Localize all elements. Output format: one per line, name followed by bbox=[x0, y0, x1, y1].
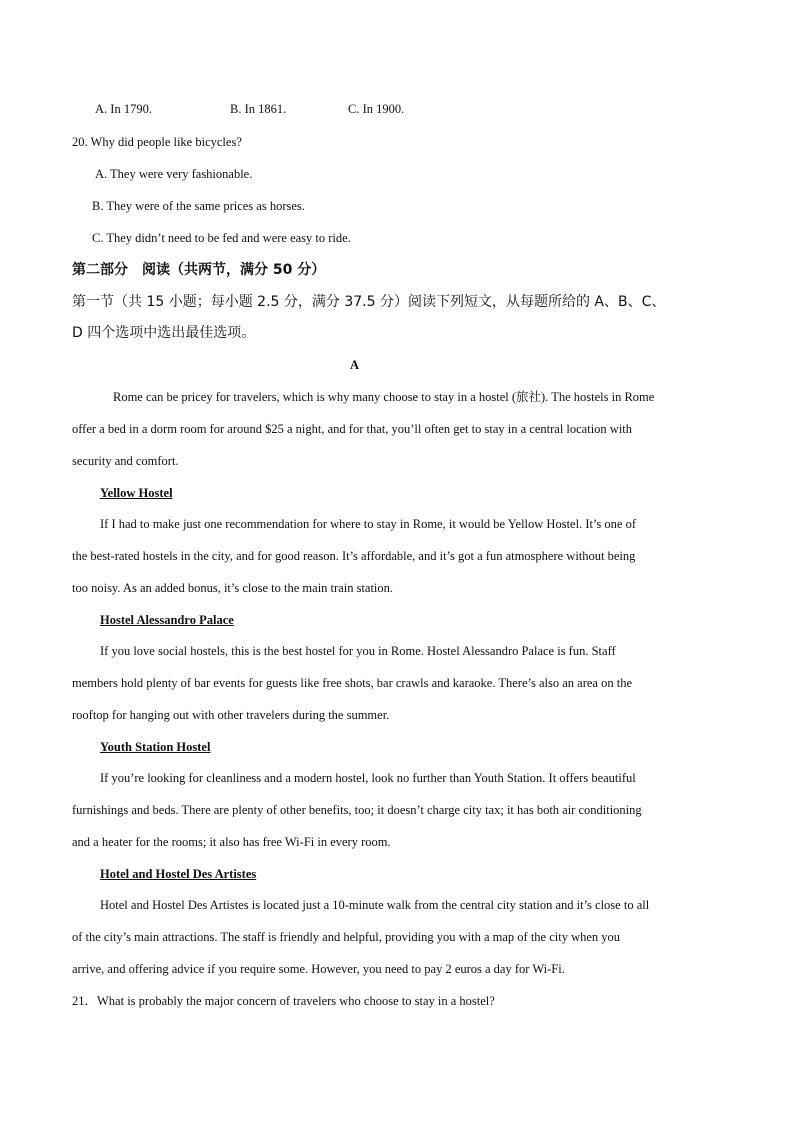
q19-option-c: C. In 1900. bbox=[348, 102, 405, 116]
intro-line-1: Rome can be pricey for travelers, which is why many choose to stay in a hostel (旅社). The hostels in Rome bbox=[113, 390, 655, 404]
hostel-yellow-line-1: If I had to make just one recommendation for where to stay in Rome, it would be Yellow Hostel. It’s one of bbox=[100, 517, 637, 531]
section1-instruction-line1: 第一节（共 15 小题；每小题 2.5 分，满分 37.5 分）阅读下列短文，从每题所给的 A、B、C、 bbox=[72, 294, 666, 310]
q20-stem: 20. Why did people like bicycles? bbox=[72, 135, 242, 149]
q19-option-b: B. In 1861. bbox=[230, 102, 287, 116]
q20-option-b: B. They were of the same prices as horses. bbox=[92, 199, 305, 213]
q21-stem: 21．What is probably the major concern of travelers who choose to stay in a hostel? bbox=[72, 994, 495, 1008]
hostel-heading-youth-station: Youth Station Hostel bbox=[100, 740, 211, 754]
hostel-alessandro-line-1: If you love social hostels, this is the best hostel for you in Rome. Hostel Alessandro Palace is fun. Staff bbox=[100, 644, 616, 658]
passage-label: A bbox=[350, 358, 360, 372]
part2-title: 第二部分 阅读（共两节，满分 50 分） bbox=[72, 262, 326, 278]
section1-instruction-line2: D 四个选项中选出最佳选项。 bbox=[72, 325, 256, 341]
q19-option-a: A. In 1790. bbox=[95, 102, 152, 116]
hostel-alessandro-line-2: members hold plenty of bar events for guests like free shots, bar crawls and karaoke. There’s also an area on the bbox=[72, 676, 632, 690]
hostel-yellow-line-2: the best-rated hostels in the city, and for good reason. It’s affordable, and it’s got a fun atmosphere without being bbox=[72, 549, 636, 563]
intro-line-2: offer a bed in a dorm room for around $25 a night, and for that, you’ll often get to stay in a central location with bbox=[72, 422, 633, 436]
q20-option-a: A. They were very fashionable. bbox=[95, 167, 253, 181]
hostel-youth-line-1: If you’re looking for cleanliness and a modern hostel, look no further than Youth Station. It offers beautiful bbox=[100, 771, 636, 785]
hostel-heading-des-artistes: Hotel and Hostel Des Artistes bbox=[100, 867, 257, 881]
hostel-youth-line-2: furnishings and beds. There are plenty of other benefits, too; it doesn’t charge city tax; it has both air conditioning bbox=[72, 803, 642, 817]
intro-line-3: security and comfort. bbox=[72, 454, 179, 468]
hostel-alessandro-line-3: rooftop for hanging out with other travelers during the summer. bbox=[72, 708, 390, 722]
hostel-artistes-line-3: arrive, and offering advice if you require some. However, you need to pay 2 euros a day for Wi-Fi. bbox=[72, 962, 565, 976]
q20-option-c: C. They didn’t need to be fed and were easy to ride. bbox=[92, 231, 351, 245]
hostel-youth-line-3: and a heater for the rooms; it also has free Wi-Fi in every room. bbox=[72, 835, 391, 849]
hostel-artistes-line-1: Hotel and Hostel Des Artistes is located just a 10-minute walk from the central city station and it’s close to all bbox=[100, 898, 650, 912]
hostel-yellow-line-3: too noisy. As an added bonus, it’s close to the main train station. bbox=[72, 581, 394, 595]
hostel-heading-yellow: Yellow Hostel bbox=[100, 486, 173, 500]
hostel-artistes-line-2: of the city’s main attractions. The staff is friendly and helpful, providing you with a map of the city when you bbox=[72, 930, 621, 944]
hostel-heading-alessandro: Hostel Alessandro Palace bbox=[100, 613, 234, 627]
